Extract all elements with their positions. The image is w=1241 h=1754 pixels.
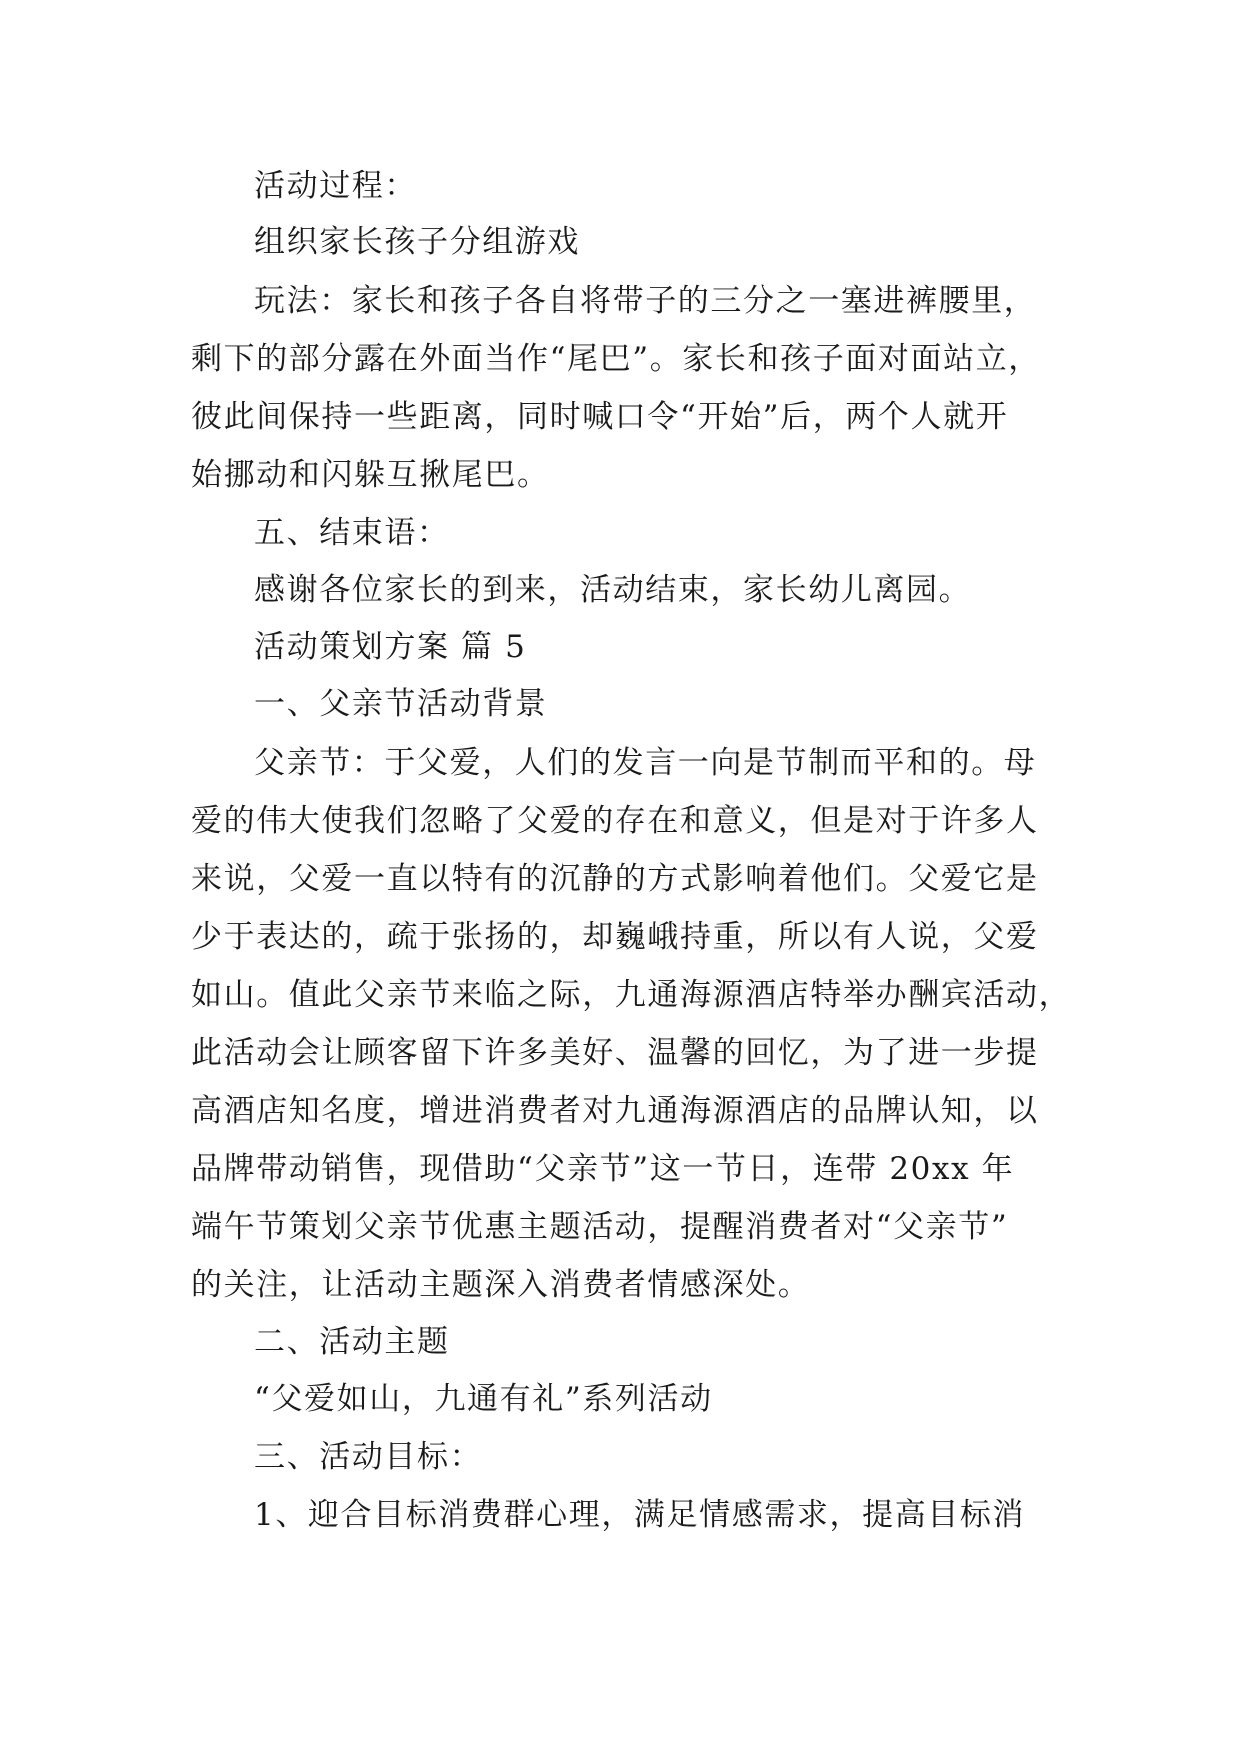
- paragraph-line: 彼此间保持一些距离，同时喊口令“开始”后，两个人就开: [191, 399, 1009, 435]
- paragraph-line: 活动过程：: [254, 168, 417, 204]
- paragraph-line: 如山。值此父亲节来临之际，九通海源酒店特举办酬宾活动，: [191, 977, 1072, 1013]
- paragraph-line: 始挪动和闪躲互揪尾巴。: [191, 457, 550, 493]
- section-heading: 一、父亲节活动背景: [254, 686, 548, 722]
- paragraph-line: 父亲节：于父爱，人们的发言一向是节制而平和的。母: [254, 745, 1037, 781]
- section-heading: 三、活动目标：: [254, 1439, 483, 1475]
- paragraph-line: 爱的伟大使我们忽略了父爱的存在和意义，但是对于许多人: [191, 803, 1039, 839]
- paragraph-line: “父爱如山，九通有礼”系列活动: [254, 1381, 713, 1417]
- section-heading: 五、结束语：: [254, 515, 450, 551]
- paragraph-line: 组织家长孩子分组游戏: [254, 224, 580, 260]
- paragraph-line: 1、迎合目标消费群心理，满足情感需求，提高目标消: [254, 1497, 1026, 1533]
- paragraph-line: 来说，父爱一直以特有的沉静的方式影响着他们。父爱它是: [191, 861, 1039, 897]
- paragraph-line: 的关注，让活动主题深入消费者情感深处。: [191, 1267, 811, 1303]
- paragraph-line: 玩法：家长和孩子各自将带子的三分之一塞进裤腰里，: [254, 283, 1037, 319]
- section-heading: 二、活动主题: [254, 1324, 450, 1360]
- paragraph-line: 剩下的部分露在外面当作“尾巴”。家长和孩子面对面站立，: [191, 341, 1041, 377]
- paragraph-line: 端午节策划父亲节优惠主题活动，提醒消费者对“父亲节”: [191, 1209, 1009, 1245]
- paragraph-line: 高酒店知名度，增进消费者对九通海源酒店的品牌认知，以: [191, 1093, 1039, 1129]
- paragraph-line: 感谢各位家长的到来，活动结束，家长幼儿离园。: [254, 572, 972, 608]
- paragraph-line: 少于表达的，疏于张扬的，却巍峨持重，所以有人说，父爱: [191, 919, 1039, 955]
- article-title: 活动策划方案 篇 5: [254, 629, 527, 665]
- paragraph-line: 此活动会让顾客留下许多美好、温馨的回忆，为了进一步提: [191, 1035, 1039, 1071]
- paragraph-line: 品牌带动销售，现借助“父亲节”这一节日，连带 20xx 年: [191, 1151, 1015, 1187]
